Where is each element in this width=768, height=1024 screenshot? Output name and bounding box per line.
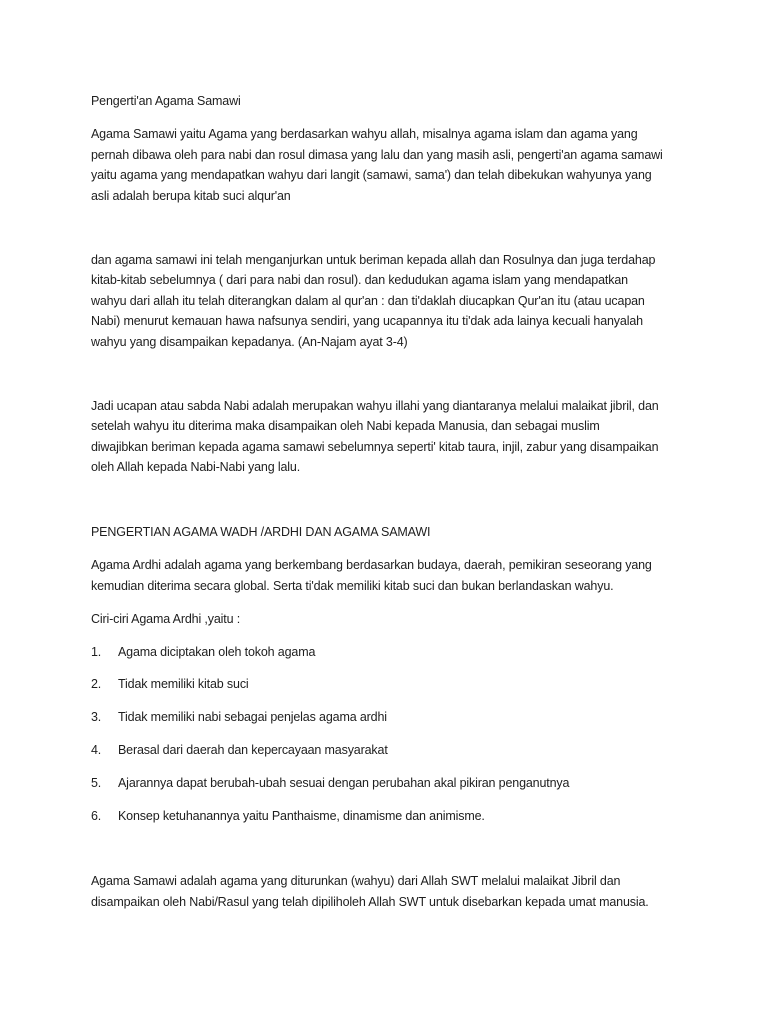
list-item-text: Berasal dari daerah dan kepercayaan masyarakat [118,743,388,757]
list-item-number: 1. [91,645,102,659]
paragraph-line: Agama Samawi yaitu Agama yang berdasarkan wahyu allah, misalnya agama islam dan agama yang [91,127,638,141]
paragraph-line: setelah wahyu itu diterima maka disampaikan oleh Nabi kepada Manusia, dan sebagai muslim [91,419,600,433]
paragraph-line: kemudian diterima secara global. Serta ti'dak memiliki kitab suci dan bukan berlandaskan wahyu. [91,579,614,593]
paragraph-line: wahyu yang disampaikan kepadanya. (An-Najam ayat 3-4) [91,335,408,349]
paragraph-line: Agama Ardhi adalah agama yang berkembang berdasarkan budaya, daerah, pemikiran seseorang yang [91,558,652,572]
list-intro: Ciri-ciri Agama Ardhi ,yaitu : [91,612,241,626]
paragraph-line: diwajibkan beriman kepada agama samawi sebelumnya seperti' kitab taura, injil, zabur yang disampaikan [91,440,659,454]
paragraph-line: dan agama samawi ini telah menganjurkan untuk beriman kepada allah dan Rosulnya dan juga terdahap [91,253,656,267]
list-item-text: Ajarannya dapat berubah-ubah sesuai dengan perubahan akal pikiran penganutnya [118,776,570,790]
paragraph-line: disampaikan oleh Nabi/Rasul yang telah dipiliholeh Allah SWT untuk disebarkan kepada umat manusia. [91,895,649,909]
list-item-text: Tidak memiliki kitab suci [118,677,249,691]
paragraph-line: Nabi) menurut kemauan hawa nafsunya sendiri, yang ucapannya itu ti'dak ada lainya kecuali hanyalah [91,314,643,328]
paragraph-line: kitab-kitab sebelumnya ( dari para nabi dan rosul). dan kedudukan agama islam yang mendapatkan [91,273,628,287]
list-item-text: Konsep ketuhanannya yaitu Panthaisme, dinamisme dan animisme. [118,809,485,823]
list-item-number: 2. [91,677,102,691]
paragraph-line: Jadi ucapan atau sabda Nabi adalah merupakan wahyu illahi yang diantaranya melalui malaikat jibril, dan [91,399,659,413]
paragraph-line: oleh Allah kepada Nabi-Nabi yang lalu. [91,460,301,474]
paragraph-line: Agama Samawi adalah agama yang diturunkan (wahyu) dari Allah SWT melalui malaikat Jibril dan [91,874,621,888]
list-item-number: 4. [91,743,102,757]
list-item-number: 3. [91,710,102,724]
list-item-text: Agama diciptakan oleh tokoh agama [118,645,316,659]
paragraph-line: asli adalah berupa kitab suci alqur'an [91,189,291,203]
paragraph-line: pernah dibawa oleh para nabi dan rosul dimasa yang lalu dan yang masih asli, pengerti'an agama samawi [91,148,663,162]
list-item-text: Tidak memiliki nabi sebagai penjelas agama ardhi [118,710,387,724]
paragraph-line: wahyu dari allah itu telah diterangkan dalam al qur'an : dan ti'daklah diucapkan Qur'an itu (atau ucapan [91,294,645,308]
list-item-number: 5. [91,776,102,790]
list-item-number: 6. [91,809,102,823]
paragraph-line: yaitu agama yang mendapatkan wahyu dari langit (samawi, sama') dan telah dibekukan wahyunya yang [91,168,652,182]
section-heading: PENGERTIAN AGAMA WADH /ARDHI DAN AGAMA SAMAWI [91,525,431,539]
document-title: Pengerti'an Agama Samawi [91,94,241,108]
